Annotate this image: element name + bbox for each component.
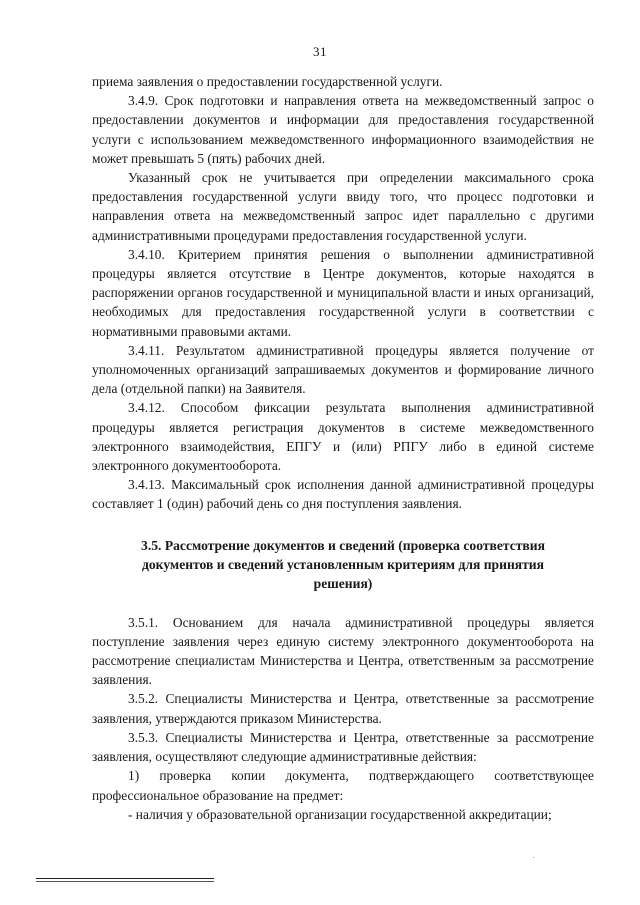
page-number: 31 [313, 44, 327, 59]
paragraph-3-5-1: 3.5.1. Основанием для начала административной процедуры является поступление заявления через единую систему электронного документооборота на рассмотрение специалистам Министерства и Центра, ответственным за рассмотрение заявления. [92, 614, 594, 688]
paragraph-3-5-2: 3.5.2. Специалисты Министерства и Центра, ответственные за рассмотрение заявления, утверждаются приказом Министерства. [92, 691, 594, 726]
paragraph-continuation: приема заявления о предоставлении государственной услуги. [92, 74, 443, 89]
footer-rule-secondary [36, 881, 214, 882]
list-subitem-accreditation: - наличия у образовательной организации государственной аккредитации; [128, 806, 552, 822]
footer-rule [36, 878, 214, 879]
paragraph-3-5-3: 3.5.3. Специалисты Министерства и Центра, ответственные за рассмотрение заявления, осуществляют следующие административные действия: [92, 729, 594, 765]
section-heading-3-5: 3.5. Рассмотрение документов и сведений (проверка соответствия документов и сведений установленным критериям для принятия решения) [141, 537, 545, 591]
paragraph-3-4-13: 3.4.13. Максимальный срок исполнения данной административной процедуры составляет 1 (один) рабочий день со дня поступления заявления. [92, 477, 594, 512]
paragraph-3-4-10: 3.4.10. Критерием принятия решения о выполнении административной процедуры является отсутствие в Центре документов, которые находятся в распоряжении органов государственной и муниципальной власти и иных организаций, необходимых для предоставления государственной услуги в соответствии с нормативными правовыми актами. [92, 246, 594, 339]
paragraph-3-4-11: 3.4.11. Результатом административной процедуры является получение от уполномоченных организаций запрашиваемых документов и формирование личного дела (отдельной папки) на Заявителя. [92, 342, 594, 397]
paragraph-3-4-9: 3.4.9. Срок подготовки и направления ответа на межведомственный запрос о предоставлении документов и информации для предоставления государственной услуги с использованием межведомственного информационного взаимодействия не может превышать 5 (пять) рабочих дней. [92, 93, 594, 166]
scan-artifact [533, 857, 534, 858]
document-body [92, 72, 594, 824]
paragraph-3-4-12: 3.4.12. Способом фиксации результата выполнения административной процедуры является регистрация документов в системе межведомственного электронного взаимодействия, ЕПГУ и (или) РПГУ либо в единой системе электронного документооборота. [92, 400, 594, 474]
list-item-1: 1) проверка копии документа, подтверждающего соответствующее профессиональное образование на предмет: [92, 768, 594, 803]
paragraph-term-note: Указанный срок не учитывается при определении максимального срока предоставления государственной услуги ввиду того, что процесс подготовки и направления ответа на межведомственный запрос идет параллельно с другими административными процедурами предоставления государственной услуги. [92, 170, 594, 243]
